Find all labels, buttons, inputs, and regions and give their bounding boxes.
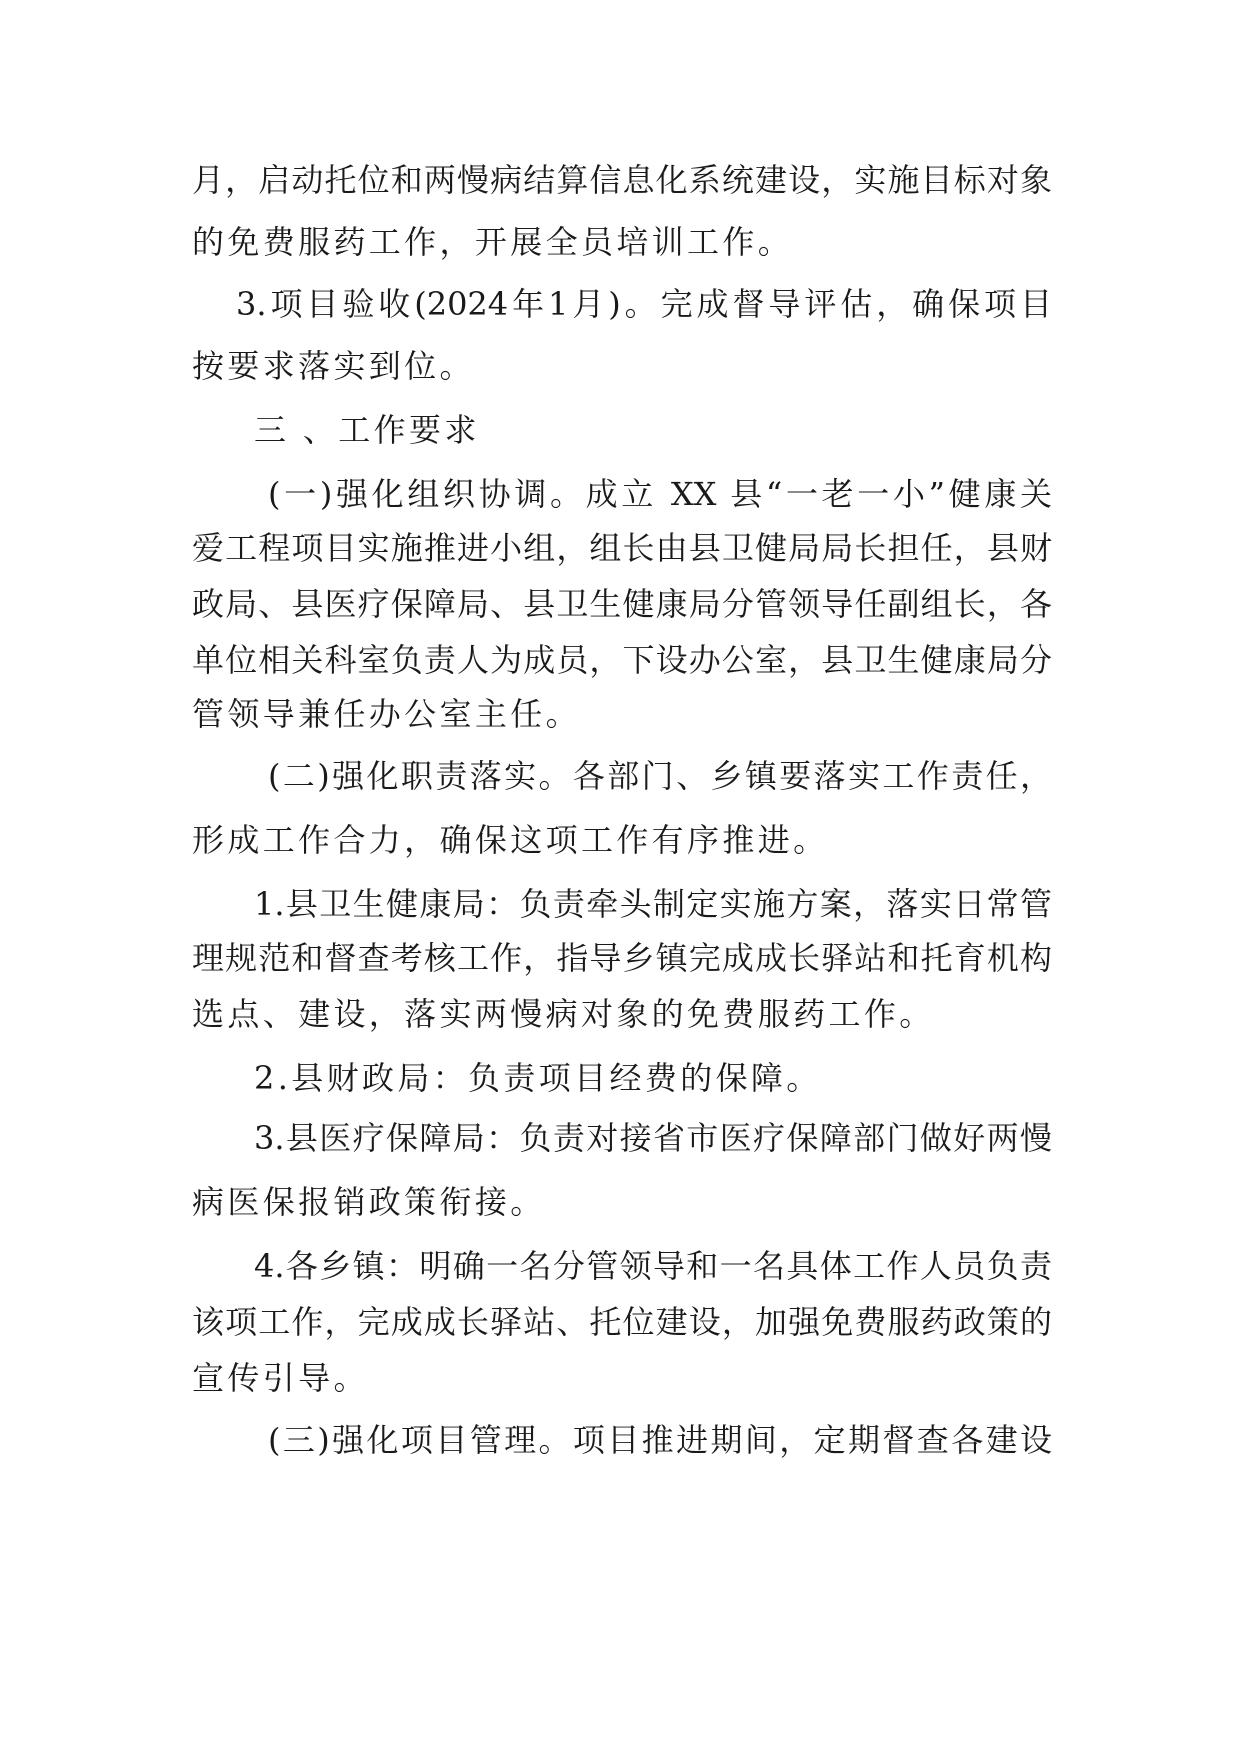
body-text-line: 单位相关科室负责人为成员，下设办公室，县卫生健康局分 (192, 641, 1052, 679)
body-text-line: 形成工作合力，确保这项工作有序推进。 (192, 821, 829, 859)
body-text-line: 该项工作，完成成长驿站、托位建设，加强免费服药政策的 (192, 1303, 1052, 1341)
subsection-heading: (三)强化项目管理。项目推进期间，定期督查各建设 (268, 1421, 1052, 1459)
body-text-line: 选点、建设，落实两慢病对象的免费服药工作。 (192, 995, 935, 1033)
subsection-heading: (一)强化组织协调。成立 XX 县“一老一小”健康关 (268, 475, 1052, 513)
body-text-line: 政局、县医疗保障局、县卫生健康局分管领导任副组长，各 (192, 585, 1052, 623)
body-text-line: 的免费服药工作，开展全员培训工作。 (192, 223, 794, 261)
body-text-line: 管领导兼任办公室主任。 (192, 695, 581, 733)
section-heading: 三 、工作要求 (254, 411, 480, 449)
body-text-line: 病医保报销政策衔接。 (192, 1183, 546, 1221)
body-text-line: 理规范和督查考核工作，指导乡镇完成成长驿站和托育机构 (192, 939, 1052, 977)
list-item: 3.县医疗保障局：负责对接省市医疗保障部门做好两慢 (254, 1119, 1052, 1157)
list-item: 4.各乡镇：明确一名分管领导和一名具体工作人员负责 (254, 1247, 1052, 1285)
body-text-line: 按要求落实到位。 (192, 347, 475, 385)
list-item: 2.县财政局：负责项目经费的保障。 (254, 1059, 822, 1097)
body-text-line: 月，启动托位和两慢病结算信息化系统建设，实施目标对象 (192, 161, 1052, 199)
body-text-line: 宣传引导。 (192, 1359, 369, 1397)
list-item: 1.县卫生健康局：负责牵头制定实施方案，落实日常管 (254, 885, 1052, 923)
body-text-line: 爱工程项目实施推进小组，组长由县卫健局局长担任，县财 (192, 529, 1052, 567)
subsection-heading: (二)强化职责落实。各部门、乡镇要落实工作责任， (268, 757, 1052, 795)
body-text-line: 3.项目验收(2024年1月)。完成督导评估，确保项目 (236, 285, 1052, 323)
